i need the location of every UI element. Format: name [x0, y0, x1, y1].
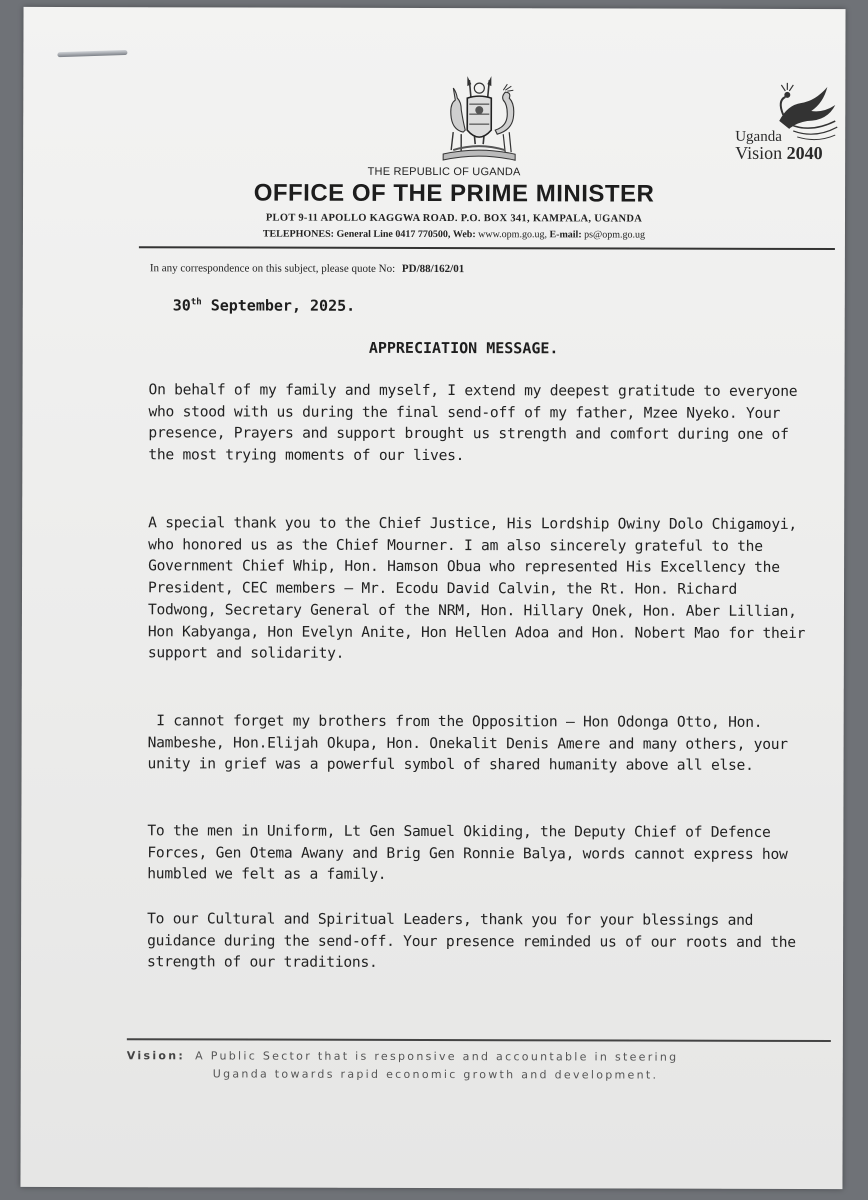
date-day: 30 [172, 296, 191, 315]
web-label: Web: [452, 229, 476, 241]
footer-divider [127, 1038, 831, 1042]
header-divider [139, 246, 835, 250]
telephones-label: TELEPHONES: [262, 228, 334, 240]
footer-line-2: Uganda towards rapid economic growth and development. [212, 1067, 659, 1082]
coat-of-arms-icon [423, 74, 535, 170]
paragraph-uniform: To the men in Uniform, Lt Gen Samuel Okiding, the Deputy Chief of Defence Forces, Gen Otema Awany and Brig Gen Ronnie Balya, words cannot express how humbled we felt as a family. [147, 822, 788, 884]
reference-number: PD/88/162/01 [401, 262, 465, 276]
reference-line [150, 262, 464, 275]
footer-vision [127, 1047, 827, 1085]
footer-line-1: A Public Sector that is responsive and accountable in steering [195, 1049, 679, 1064]
letter-heading: APPRECIATION MESSAGE. [368, 338, 559, 358]
email-label: E-mail: [549, 229, 582, 241]
web-link: www.opm.go.ug, [478, 229, 547, 241]
date-suffix: th [190, 297, 202, 308]
footer-label: Vision: [126, 1049, 186, 1063]
republic-label: THE REPUBLIC OF UGANDA [367, 165, 521, 179]
vision-logo-year: 2040 [786, 142, 823, 164]
paragraph-gratitude: On behalf of my family and myself, I extend my deepest gratitude to everyone who stood with us during the final send-off of my father, Mzee Nyeko. Your presence, Prayers and support brought us strength and comfort during one of the most trying moments of our lives. [148, 381, 798, 465]
letter-page [20, 7, 845, 1189]
vision-logo-text [735, 143, 822, 164]
vision-logo-word: Vision [735, 142, 783, 163]
letter-date [173, 296, 355, 314]
paragraph-cultural: To our Cultural and Spiritual Leaders, thank you for your blessings and guidance during the send-off. Your presence reminded us of our roots and the strength of our traditions. [147, 910, 796, 972]
paragraph-opposition: I cannot forget my brothers from the Opposition – Hon Odonga Otto, Hon. Nambeshe, Hon.Elijah Okupa, Hon. Onekalit Denis Amere and many others, your unity in grief was a powerful symbol of shared humanity above all else. [147, 712, 797, 775]
office-title: OFFICE OF THE PRIME MINISTER [253, 179, 655, 208]
office-address: PLOT 9-11 APOLLO KAGGWA ROAD. P.O. BOX 341, KAMPALA, UGANDA [265, 212, 643, 225]
staple [57, 50, 127, 57]
vision-logo-uganda: Uganda [735, 128, 782, 145]
paragraph-special-thanks: A special thank you to the Chief Justice, His Lordship Owiny Dolo Chigamoyi, who honored us as the Chief Mourner. I am also sincerely grateful to the Government Chief Whip, Hon. Hamson Obua who represented His Excellency the President, CEC members – Mr. Ecodu David Calvin, the Rt. Hon. Richard Todwong, Secretary General of the NRM, Hon. Hillary Onek, Hon. Aber Lillian, Hon Kabyanga, Hon Evelyn Anite, Hon Hellen Adoa and Hon. Nobert Mao for their support and solidarity. [147, 514, 806, 662]
email-link: ps@opm.go.ug [584, 229, 646, 241]
general-line: General Line 0417 770500, [336, 228, 451, 241]
reference-text: In any correspondence on this subject, please quote No: [149, 262, 396, 275]
contact-line [23, 228, 845, 241]
date-month-year: September, 2025. [201, 296, 356, 315]
